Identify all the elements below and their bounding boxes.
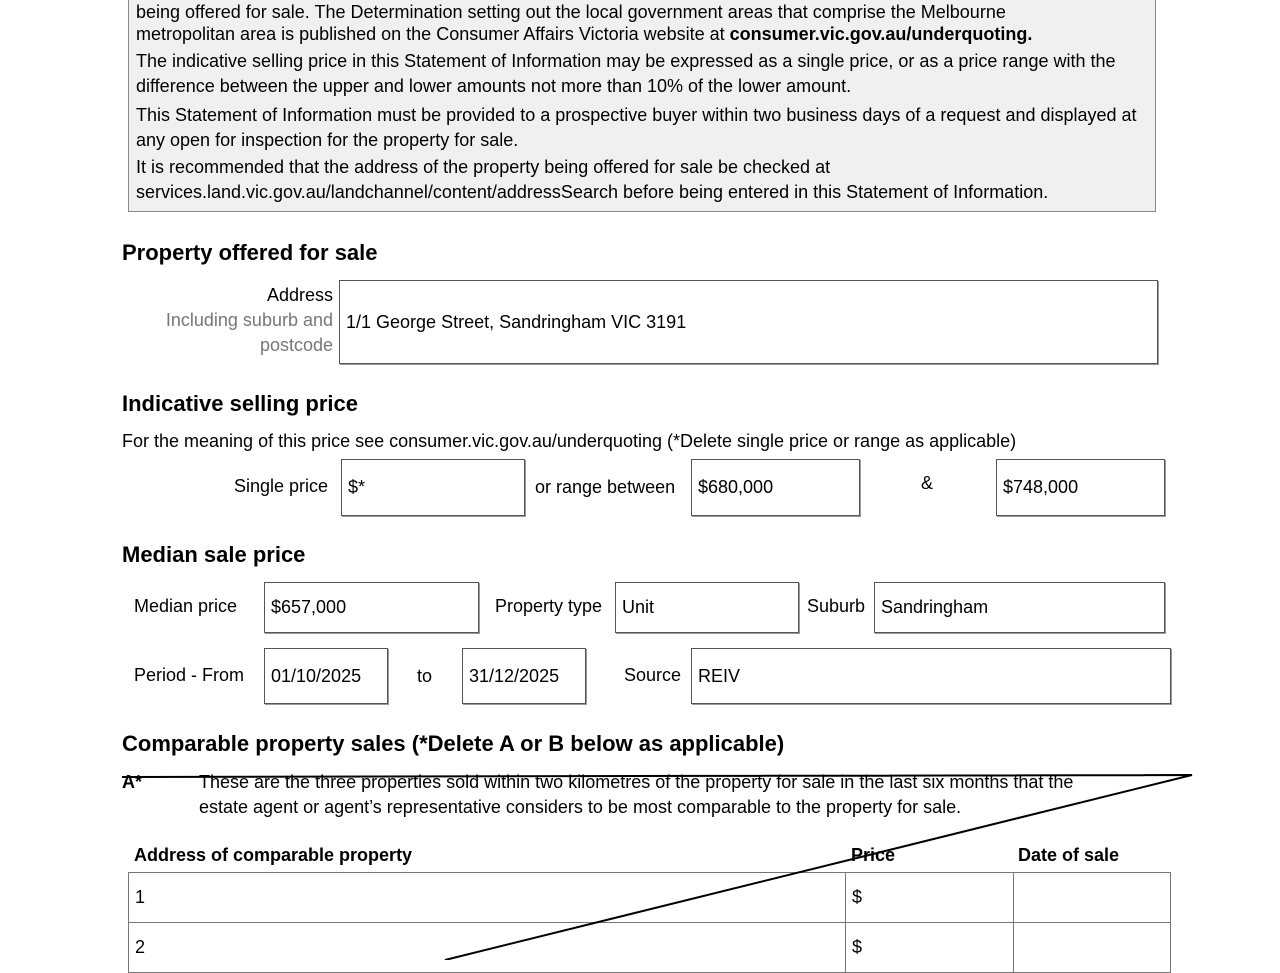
table-row	[129, 873, 1171, 923]
notice-para-1-line-1: being offered for sale. The Determination setting out the local government areas that comprise the Melbourne	[136, 2, 1006, 22]
option-a-text-line-2: estate agent or agent’s representative considers to be most comparable to the property for sale.	[199, 797, 962, 817]
notice-box	[128, 0, 1156, 212]
indicative-heading: Indicative selling price	[122, 391, 358, 416]
range-label: or range between	[535, 477, 676, 497]
underquoting-link[interactable]: consumer.vic.gov.au/underquoting.	[729, 24, 1033, 44]
indicative-note: For the meaning of this price see consumer.vic.gov.au/underquoting (*Delete single price or range as applicable)	[122, 431, 1017, 451]
notice-para-4: It is recommended that the address of the property being offered for sale be checked at services.land.vic.gov.au/landchannel/content/addressSearch before being entered in this Statement of Information.	[136, 157, 1049, 202]
notice-para-3: This Statement of Information must be provided to a prospective buyer within two business days of a request and displayed at any open for inspection for the property for sale.	[136, 105, 1137, 150]
source-field[interactable]: REIV	[691, 648, 1171, 704]
table-row	[129, 923, 1171, 973]
comp-date-cell[interactable]	[1014, 873, 1171, 923]
col-header-address: Address of comparable property	[134, 845, 413, 865]
address-field[interactable]: 1/1 George Street, Sandringham VIC 3191	[339, 280, 1158, 364]
address-sublabel-2: postcode	[259, 335, 333, 355]
property-type-field[interactable]: Unit	[615, 582, 799, 633]
comp-price-cell[interactable]: $	[846, 873, 1014, 923]
col-header-date: Date of sale	[1018, 845, 1120, 865]
notice-para-2: The indicative selling price in this Statement of Information may be expressed as a single price, or as a price range with the difference between the upper and lower amounts not more than 10% of the lower amount.	[136, 51, 1116, 96]
range-low-field[interactable]: $680,000	[691, 459, 860, 516]
address-label: Address	[266, 285, 333, 305]
period-from-field[interactable]: 01/10/2025	[264, 648, 388, 704]
option-a-text-line-1: These are the three properties sold within two kilometres of the property for sale in the last six months that the	[199, 772, 1074, 792]
period-to-field[interactable]: 31/12/2025	[462, 648, 586, 704]
comp-address-cell[interactable]: 1	[129, 873, 846, 923]
single-price-label: Single price	[234, 476, 329, 496]
suburb-label: Suburb	[807, 596, 866, 616]
comp-price-cell[interactable]: $	[846, 923, 1014, 973]
suburb-field[interactable]: Sandringham	[874, 582, 1165, 633]
source-label: Source	[624, 665, 682, 685]
comparable-heading: Comparable property sales (*Delete A or B below as applicable)	[122, 731, 785, 756]
notice-para-1-line-2	[136, 22, 1151, 47]
median-heading: Median sale price	[122, 542, 306, 567]
notice-text: metropolitan area is published on the Consumer Affairs Victoria website at	[136, 24, 730, 44]
range-high-field[interactable]: $748,000	[996, 459, 1165, 516]
median-price-label: Median price	[134, 596, 238, 616]
comp-date-cell[interactable]	[1014, 923, 1171, 973]
comparable-table	[128, 872, 1171, 973]
col-header-price: Price	[851, 845, 896, 865]
period-from-label: Period - From	[134, 665, 245, 685]
address-sublabel-1: Including suburb and	[165, 310, 333, 330]
property-type-label: Property type	[495, 596, 603, 616]
ampersand: &	[921, 473, 934, 493]
median-price-field[interactable]: $657,000	[264, 582, 479, 633]
period-to-label: to	[417, 666, 433, 686]
single-price-field[interactable]: $*	[341, 459, 525, 516]
option-a-marker: A*	[122, 772, 143, 792]
property-heading: Property offered for sale	[122, 240, 378, 265]
comp-address-cell[interactable]: 2	[129, 923, 846, 973]
